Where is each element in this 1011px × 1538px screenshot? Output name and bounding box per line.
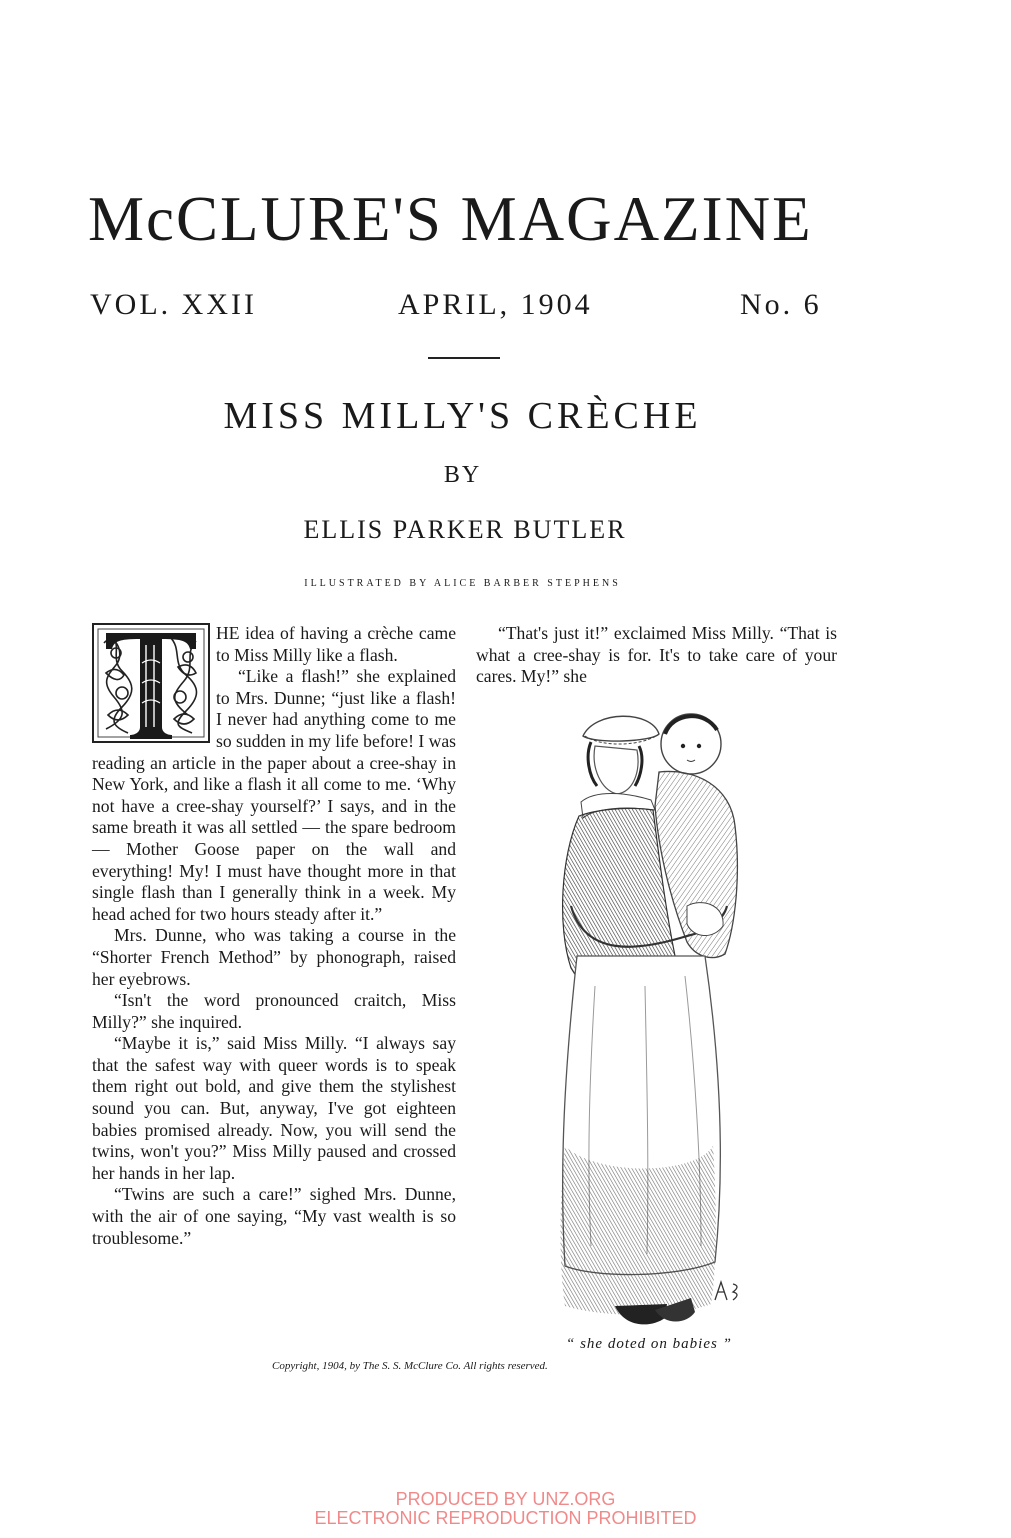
issue-number: No. 6 [740,288,822,321]
paragraph: “Twins are such a care!” sighed Mrs. Dunne, with the air of one saying, “My vast wealth is so troublesome.” [92,1184,456,1248]
paragraph: Mrs. Dunne, who was taking a course in the “Shorter French Method” by phonograph, raised her eyebrows. [92,925,456,989]
paragraph: “Isn't the word pronounced craitch, Miss Milly?” she inquired. [92,990,456,1032]
magazine-title: McCLURE'S MAGAZINE [88,184,813,254]
illustrator-credit: ILLUSTRATED BY ALICE BARBER STEPHENS [304,578,621,589]
author-name: ELLIS PARKER BUTLER [303,515,627,544]
drop-cap-ornament [92,623,210,743]
copyright-notice: Copyright, 1904, by The S. S. McClure Co. All rights reserved. [272,1360,548,1372]
paragraph: “Maybe it is,” said Miss Milly. “I always say that the safest way with queer words is to speak them right out bold, and give them the stylishest sound you can. But, anyway, I've got eighteen babies promised already. Now, you will send the twins, won't you?” Miss Milly paused and crossed her hands in her lap. [92,1033,456,1183]
title-divider [428,357,500,359]
byline-label: BY [443,462,482,488]
illustration-caption: “ she doted on babies ” [566,1336,732,1352]
paragraph: “That's just it!” exclaimed Miss Milly. “That is what a cree-shay is for. It's to take care of your cares. My!” she [476,623,837,687]
watermark [0,1490,1011,1528]
left-column [92,623,456,1249]
story-title: MISS MILLY'S CRÈCHE [223,395,702,437]
right-column [476,623,837,688]
issue-date: APRIL, 1904 [398,288,593,321]
paragraph: “Like a flash!” she explained to Mrs. Dunne; “just like a flash! I never had anything come to me so sudden in my life before! I was reading an article in the paper about a cree-shay in New York, and like a flash it all come to me. ‘Why not have a cree-shay yourself?’ I says, and in the same breath it was all settled — the spare bedroom — Mother Goose paper on the wall and everything! My! I must have thought more in that single flash than I generally think in a week. My head ached for two hours steady after it.” [92,666,456,924]
watermark-line-1: PRODUCED BY UNZ.ORG [395,1489,616,1509]
paragraph: HE idea of having a crèche came to Miss Milly like a flash. [216,623,456,665]
volume-number: VOL. XXII [90,288,257,321]
nurse-holding-baby-illustration [555,706,775,1332]
watermark-line-2: ELECTRONIC REPRODUCTION PROHIBITED [314,1508,697,1528]
